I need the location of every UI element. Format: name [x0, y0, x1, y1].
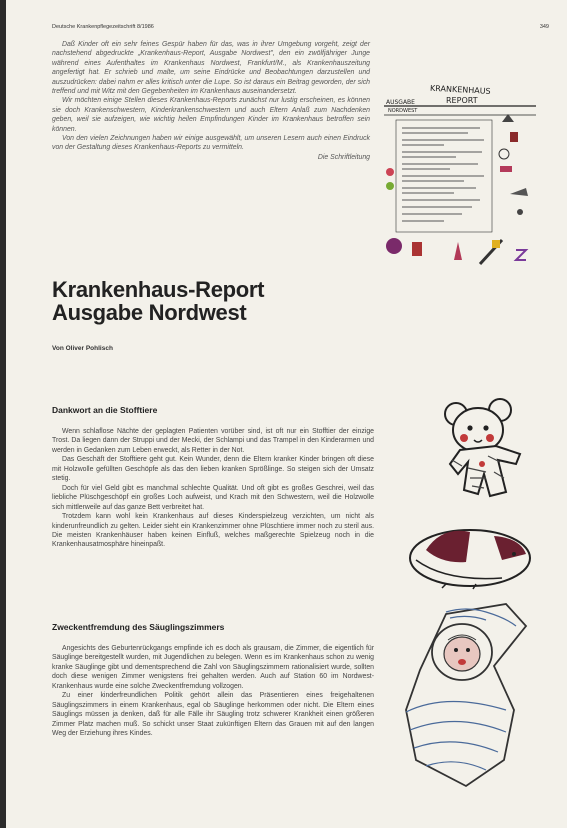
section-body — [52, 427, 374, 550]
body-paragraph: Zu einer kinderfreundlichen Politik gehört allein das Präsentieren eines freigehaltenen Säuglingszimmers in einem Krankenhaus, egal ob Säuglinge herkommen oder nicht. Die Eltern eines Säuglings müssen ja denken, daß für alle Fälle ihr Säugling trotz schwerer Krankheit einen größeren Zimmer Platz machen muß. So schickt unser Staat zukünftigen Eltern das Grauen mit auf den langen Weg der Erziehung ihres Kindes. — [52, 692, 374, 738]
page-number: 349 — [539, 24, 549, 30]
body-paragraph: Trotzdem kann wohl kein Krankenhaus auf dieses Kinderspielzeug verzichten, um nicht als kinderunfreundlich zu gelten. Leider sieht ein Krankenzimmer ohne Plüschtiere immer noch zu steril aus. Die meisten Krankenhäuser haben keinen Einfluß, welches maßgerechte Spielzeug noch in die Krankenhausatmosphäre hineinpaßt. — [52, 513, 374, 549]
intro-paragraph: Von den vielen Zeichnungen haben wir einige ausgewählt, um unseren Lesern auch einen Eindruck von der Gestaltung dieses Krankenhaus-Reports zu vermitteln. — [52, 135, 370, 152]
intro-paragraph: Wir möchten einige Stellen dieses Krankenhaus-Reports zunächst nur lustig erscheinen, es können sie doch Krankenschwestern, Kinderkrankenschwestern und auch Eltern Anlaß zum Nachdenken geben, weil sie aufzeigen, wie wichtig heilen Empfindungen Kinder im Krankenhaus betroffen sein können. — [52, 97, 370, 133]
drawing-label: AUSGABE — [386, 99, 415, 106]
intro-paragraph: Daß Kinder oft ein sehr feines Gespür haben für das, was in ihrer Umgebung vorgeht, zeigt der nachstehend abgedruckte „Krankenhaus-Report, Ausgabe Nordwest", den ein zwölfjähriger Junge während eines Aufenthaltes im Krankenhaus Nordwest, Frankfurt/M., als Krankenhauszeitung angefertigt hat. Er schrieb und malte, um seine Eindrücke und Beobachtungen darzustellen und auszudrücken: dabei nahm er alles kritisch unter die Lupe. So ist daraus ein Beitrag geworden, der sich treffend und mit Witz mit den Gegebenheiten im Krankenhaus auseinandersetzt. — [52, 41, 370, 96]
article-title-line-2: Ausgabe Nordwest — [52, 300, 247, 325]
drawing-title-1: KRANKENHAUS — [429, 83, 491, 96]
teddy-bear-drawing — [438, 398, 530, 506]
body-paragraph: Doch für viel Geld gibt es manchmal schlechte Qualität. Und oft gibt es großes Geschrei, weil das liebliche Plüschgeschöpf ein großes Loch aufweist, und Krach mit den Schwestern, weil die Holzwolle sich mittlerweile auf das ganze Bett verbreitet hat. — [52, 484, 374, 511]
editorial-intro — [52, 40, 370, 162]
section-body — [52, 644, 374, 739]
swaddled-baby-drawing — [386, 600, 546, 792]
article-title-line-1: Krankenhaus-Report — [52, 277, 265, 302]
article-byline: Von Oliver Pohlisch — [52, 345, 113, 352]
drawing-title-2: REPORT — [446, 96, 478, 105]
body-paragraph: Das Geschäft der Stofftiere geht gut. Kein Wunder, denn die Eltern kranker Kinder bringen oft diese mit Holzwolle gefüllten Geschöpfe als das den lieben kranken Sprößlinge. So steigen sich der Umsatz stetig. — [52, 456, 374, 483]
intro-signature: Die Schriftleitung — [317, 153, 370, 161]
body-paragraph: Angesichts des Geburtenrückgangs empfinde ich es doch als grausam, die Zimmer, die eigentlich für Säuglinge bereitgestellt wurden, mit Jugendlichen zu belegen. Wenn es im Krankenhaus schon zu wenig kranke Säuglinge gibt und dementsprechend die Zahl von Säuglingszimmern rationalisiert wurde, sollten doch diese wenigen Zimmer wenigstens frei gehalten werden. Auch auf Station 60 im Nordwest-Krankenhaus wurde eine solche Zweckentfremdung vollzogen. — [52, 645, 374, 690]
running-header — [52, 24, 549, 30]
journal-name: Deutsche Krankenpflegezeitschrift 8/1986 — [52, 24, 154, 30]
section-heading: Zweckentfremdung des Säuglingszimmers — [52, 622, 225, 632]
guinea-pig-drawing — [406, 520, 534, 590]
document-page — [6, 0, 567, 828]
article-title — [52, 278, 264, 324]
drawing-label-2: NORDWEST — [388, 108, 418, 114]
report-cover-drawing — [384, 82, 536, 272]
section-heading: Dankwort an die Stofftiere — [52, 405, 158, 415]
body-paragraph: Wenn schlaflose Nächte der geplagten Patienten vorüber sind, ist oft nur ein Stofftier der einzige Trost. Da liegen dann der Struppi und der Mecki, der Schlampi und das Trampel in den Kinderarmen und werden in Gedanken zum Leben erweckt, als Retter in der Not. — [52, 428, 374, 454]
